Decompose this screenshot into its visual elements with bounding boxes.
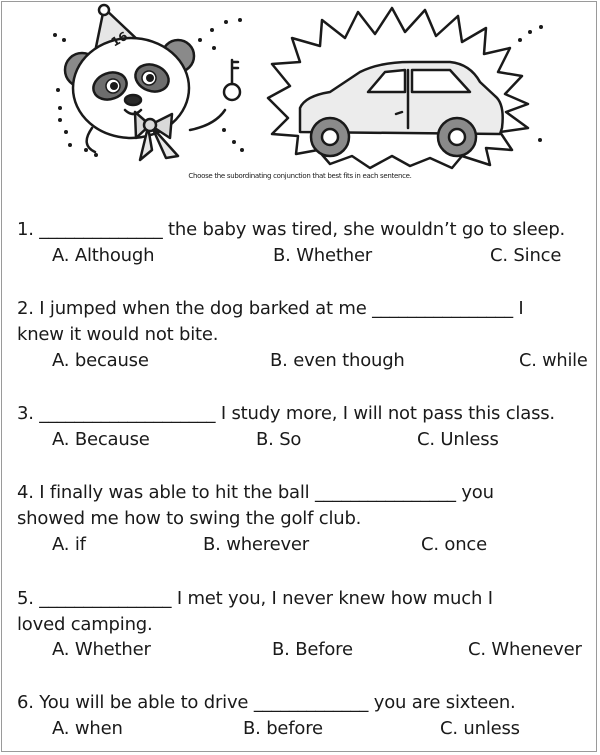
question-6-option-a: A. when	[52, 718, 123, 739]
instruction-text: Choose the subordinating conjunction that best fits in each sentence.	[188, 172, 412, 180]
question-5-option-b: B. Before	[272, 639, 353, 660]
question-2-option-b: B. even though	[270, 350, 405, 371]
badge-number: 16	[108, 28, 131, 50]
question-1-line-1: 1. ______________ the baby was tired, she wouldn’t go to sleep.	[17, 219, 566, 240]
question-4-line-1: 4. I finally was able to hit the ball ________________ you	[17, 482, 494, 503]
question-5-option-a: A. Whether	[52, 639, 151, 660]
question-4-option-c: C. once	[421, 534, 488, 555]
question-6-option-c: C. unless	[440, 718, 520, 739]
question-1-option-b: B. Whether	[273, 245, 373, 266]
header-illustration	[0, 0, 600, 172]
question-4-line-2: showed me how to swing the golf club.	[17, 508, 362, 529]
question-5-option-c: C. Whenever	[468, 639, 582, 660]
question-5-line-2: loved camping.	[17, 614, 153, 635]
question-2-option-c: C. while	[519, 351, 588, 371]
question-3-line-1: 3. ____________________ I study more, I will not pass this class.	[17, 403, 555, 424]
question-6-option-b: B. before	[243, 718, 323, 739]
question-2-line-1: 2. I jumped when the dog barked at me ________________ I	[17, 298, 524, 319]
car-illustration	[268, 8, 528, 168]
question-3-option-c: C. Unless	[417, 429, 499, 450]
question-4-option-a: A. if	[52, 534, 86, 555]
question-2-line-2: knew it would not bite.	[17, 324, 219, 345]
question-5-line-1: 5. _______________ I met you, I never knew how much I	[17, 588, 493, 609]
question-3-option-a: A. Because	[52, 429, 150, 450]
question-2-option-a: A. because	[52, 350, 149, 371]
question-4-option-b: B. wherever	[203, 534, 310, 555]
panda-illustration	[65, 5, 240, 160]
question-3-option-b: B. So	[256, 429, 302, 450]
question-1-option-a: A. Although	[52, 245, 155, 266]
question-6-line-1: 6. You will be able to drive _____________ you are sixteen.	[17, 692, 516, 713]
question-1-option-c: C. Since	[490, 245, 562, 266]
